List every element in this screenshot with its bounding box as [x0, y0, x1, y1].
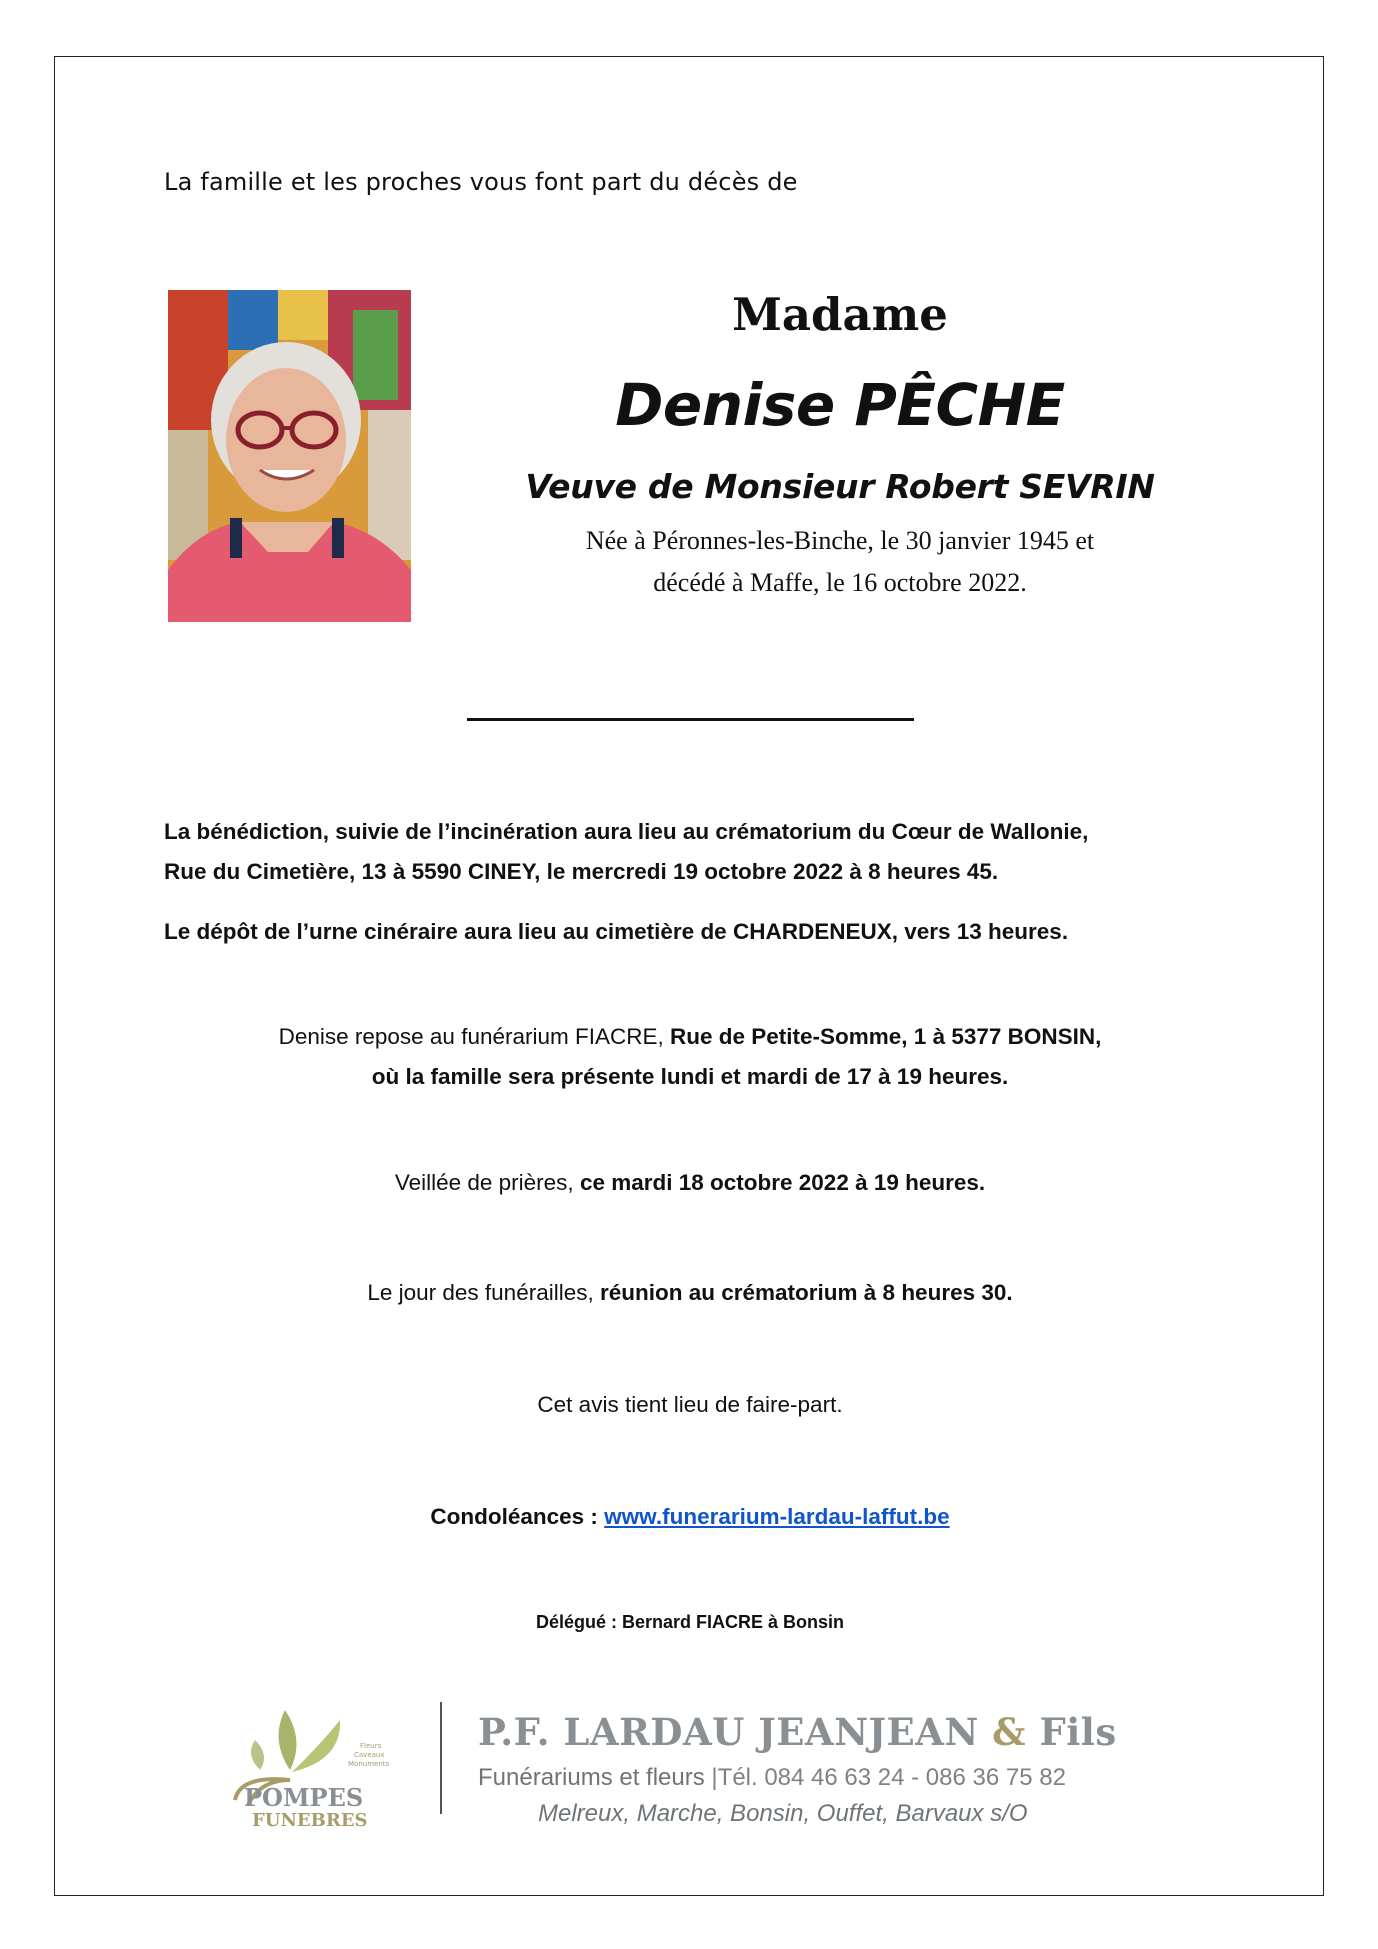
urne-text: Le dépôt de l’urne cinéraire aura lieu au cimetière de CHARDENEUX, vers 13 heures.: [164, 919, 1069, 944]
veillee-text: [60, 1163, 1320, 1203]
condoleances-label: Condoléances :: [430, 1504, 605, 1529]
repose-hours: où la famille sera présente lundi et mardi de 17 à 19 heures.: [371, 1064, 1009, 1089]
veillee-prefix: Veillée de prières,: [394, 1170, 580, 1195]
svg-text:Fleurs: Fleurs: [360, 1742, 382, 1750]
delegue-text: Délégué : Bernard FIACRE à Bonsin: [535, 1612, 845, 1632]
repose-text: [60, 1017, 1320, 1097]
svg-text:POMPES: POMPES: [244, 1783, 364, 1812]
avis-text: Cet avis tient lieu de faire-part.: [537, 1392, 843, 1417]
ceremony-text: [164, 812, 1224, 892]
svg-text:Caveaux: Caveaux: [354, 1751, 385, 1759]
pompes-funebres-logo: [230, 1700, 450, 1830]
death-line: décédé à Maffe, le 16 octobre 2022.: [653, 568, 1027, 597]
deceased-block: [430, 280, 1250, 604]
portrait-photo: [168, 290, 411, 622]
ceremony-line-2: Rue du Cimetière, 13 à 5590 CINEY, le mercredi 19 octobre 2022 à 8 heures 45.: [164, 859, 999, 884]
deceased-name: Denise PÊCHE: [615, 371, 1065, 439]
veillee-detail: ce mardi 18 octobre 2022 à 19 heures.: [579, 1170, 986, 1195]
separator-line: [467, 718, 914, 721]
repose-address: Rue de Petite-Somme, 1 à 5377 BONSIN,: [670, 1024, 1102, 1049]
company-towns: Melreux, Marche, Bonsin, Ouffet, Barvaux s/O: [538, 1800, 1028, 1827]
company-services: Funérariums et fleurs |Tél. 084 46 63 24 - 086 36 75 82: [478, 1764, 1066, 1791]
company-name: P.F. LARDAU JEANJEAN & Fils: [478, 1710, 1117, 1754]
condoleances-text: [60, 1497, 1320, 1537]
reunion-prefix: Le jour des funérailles,: [367, 1280, 600, 1305]
spouse-line: Veuve de Monsieur Robert SEVRIN: [525, 467, 1155, 506]
repose-prefix: Denise repose au funérarium FIACRE,: [278, 1024, 670, 1049]
honorific: Madame: [732, 288, 948, 341]
svg-text:FUNEBRES: FUNEBRES: [252, 1810, 368, 1830]
reunion-text: [60, 1273, 1320, 1313]
company-info: [478, 1710, 1117, 1828]
footer-divider: [440, 1702, 442, 1814]
company-phone: |Tél. 084 46 63 24 - 086 36 75 82: [711, 1764, 1066, 1791]
intro-text: La famille et les proches vous font part du décès de: [164, 168, 798, 196]
condoleances-link[interactable]: www.funerarium-lardau-laffut.be: [604, 1504, 950, 1529]
reunion-detail: réunion au crématorium à 8 heures 30.: [599, 1280, 1013, 1305]
ceremony-line-1: La bénédiction, suivie de l’incinération aura lieu au crématorium du Cœur de Wallonie,: [164, 819, 1089, 844]
birth-death-info: [430, 520, 1250, 604]
svg-text:Monuments: Monuments: [348, 1760, 390, 1768]
birth-line: Née à Péronnes-les-Binche, le 30 janvier 1945 et: [585, 526, 1095, 555]
